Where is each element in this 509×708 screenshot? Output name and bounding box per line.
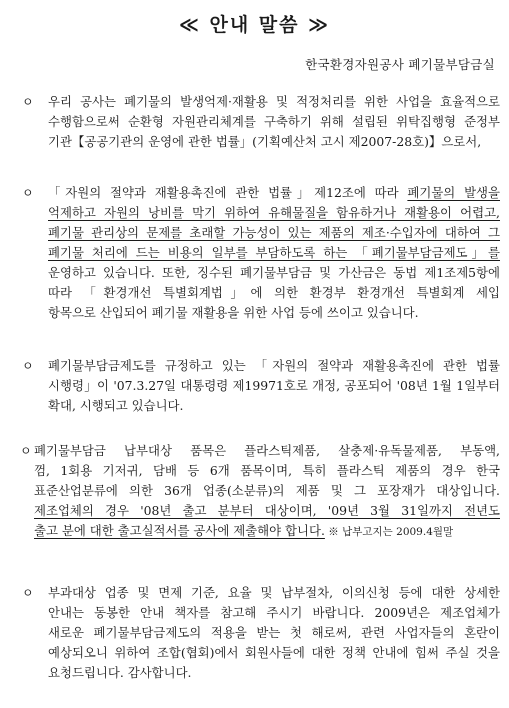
text-line <box>34 441 500 461</box>
underlined-text: 폐기물의 발생을 <box>407 185 500 200</box>
text-line <box>34 521 500 541</box>
paragraph-lines <box>48 583 500 683</box>
line-text: 요청드립니다. 감사합니다. <box>48 665 192 680</box>
text-line <box>48 603 500 623</box>
text-line <box>48 183 500 203</box>
underlined-text: 폐기물 처리에 드는 비용의 일부를 부담하도록 하는 「폐기물부담금제도」를 <box>48 245 500 260</box>
paragraph-lines <box>48 92 500 152</box>
paragraph-1 <box>22 92 500 152</box>
bullet-marker: ㅇ <box>22 586 34 600</box>
text-line <box>48 583 500 603</box>
text-line <box>48 132 500 152</box>
text-line <box>48 112 500 132</box>
paragraph-lines <box>48 183 500 323</box>
text-line <box>48 283 500 303</box>
text-line <box>48 356 500 376</box>
paragraph-4 <box>22 441 500 541</box>
line-text: 예상되오니 위하여 조합(협회)에서 회원사들에 대한 정책 안내에 힘써 주실 것을 <box>48 645 500 660</box>
document-title: ≪ 안내 말씀 ≫ <box>178 14 331 36</box>
text-line <box>48 643 500 663</box>
bullet-marker: ㅇ <box>22 359 34 373</box>
underlined-text: 폐기물 관리상의 문제를 초래할 가능성이 있는 제품의 제조·수입자에 대하여 그 <box>48 225 500 240</box>
line-text: 항목으로 산입되어 폐기물 재활용을 위한 사업 등에 쓰이고 있습니다. <box>48 305 419 320</box>
line-text: 기관【공공기관의 운영에 관한 법률」(기획예산처 고시 제2007-28호)】으로서, <box>48 134 482 149</box>
text-line <box>48 203 500 223</box>
text-line <box>48 623 500 643</box>
line-text: 폐기물부담금제도를 규정하고 있는 「자원의 절약과 재활용촉진에 관한 법률 <box>48 358 500 373</box>
line-text: 우리 공사는 폐기물의 발생억제·재활용 및 적정처리를 위한 사업을 효율적으로 <box>48 94 500 109</box>
underlined-text: 출고 분에 대한 출고실적서를 공사에 제출해야 합니다. <box>34 523 325 538</box>
text-line <box>48 303 500 323</box>
text-line <box>48 396 500 416</box>
text-line <box>34 501 500 521</box>
text-line <box>48 376 500 396</box>
line-text: 폐기물부담금 납부대상 품목은 플라스틱제품, 살충제·유독물제품, 부동액, <box>34 443 500 458</box>
paragraph-2 <box>22 183 500 323</box>
organization-name: 한국환경자원공사 폐기물부담금실 <box>305 57 495 72</box>
note-text: ※ 납부고지는 2009.4월말 <box>324 526 454 538</box>
text-line <box>48 263 500 283</box>
line-text: 새로운 폐기물부담금제도의 적용을 받는 첫 해로써, 관련 사업자들의 혼란이 <box>48 625 500 640</box>
text-line <box>48 243 500 263</box>
line-text: 따라 「환경개선 특별회계법」에 의한 환경부 환경개선 특별회계 세입 <box>48 285 500 300</box>
bullet-marker: ㅇ <box>22 186 34 200</box>
line-text: 운영하고 있습니다. 또한, 징수된 폐기물부담금 및 가산금은 동법 제1조제5항에 <box>48 265 500 280</box>
paragraph-3 <box>22 356 500 416</box>
line-text: 수행함으로써 순환형 자원관리체계를 구축하기 위해 설립된 위탁집행형 준정부 <box>48 114 500 129</box>
line-text: 부과대상 업종 및 면제 기준, 요율 및 납부절차, 이의신청 등에 대한 상세한 <box>48 585 500 600</box>
text-line <box>34 461 500 481</box>
text-line <box>48 663 500 683</box>
underlined-text: 억제하고 자원의 낭비를 막기 위하여 유해물질을 함유하거나 재활용이 어렵고, <box>48 205 500 220</box>
text-line <box>48 92 500 112</box>
text-line <box>48 223 500 243</box>
text-line <box>34 481 500 501</box>
line-text: 껌, 1회용 기저귀, 담배 등 6개 품목이며, 특히 플라스틱 제품의 경우 한국 <box>34 463 500 478</box>
line-text: 「자원의 절약과 재활용촉진에 관한 법률」제12조에 따라 <box>48 185 408 200</box>
underlined-text: 제조업체의 경우 '08년 출고 분부터 대상이며, '09년 3월 31일까지 전년도 <box>34 503 500 518</box>
paragraph-lines <box>48 356 500 416</box>
line-text: 안내는 동봉한 안내 책자를 참고해 주시기 바랍니다. 2009년은 제조업체가 <box>48 605 500 620</box>
paragraph-5 <box>22 583 500 683</box>
line-text: 시행령」이 '07.3.27일 대통령령 제19971호로 개정, 공포되어 '08년 1월 1일부터 <box>48 378 500 393</box>
bullet-marker: ㅇ <box>20 444 32 458</box>
line-text: 확대, 시행되고 있습니다. <box>48 398 184 413</box>
line-text: 표준산업분류에 의한 36개 업종(소분류)의 제품 및 그 포장재가 대상입니다. <box>34 483 500 498</box>
bullet-marker: ㅇ <box>22 95 34 109</box>
paragraph-lines <box>34 441 500 541</box>
